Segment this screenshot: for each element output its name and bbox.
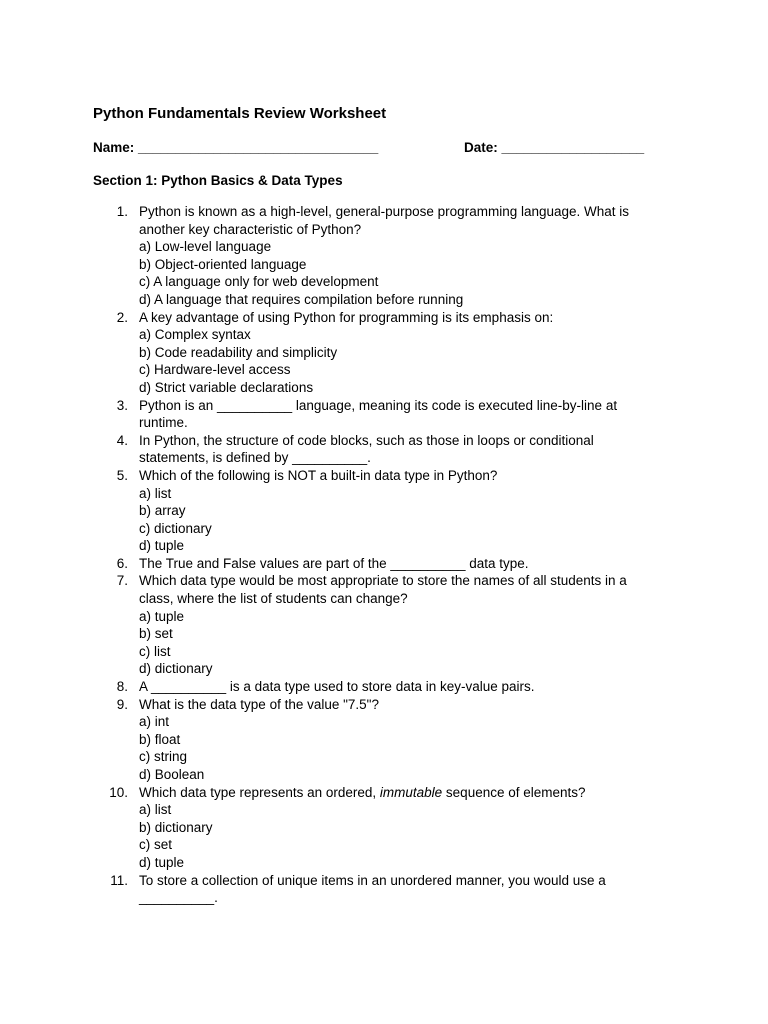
- question-text-part: sequence of elements?: [442, 784, 586, 800]
- question-number: 1.: [116, 204, 128, 219]
- answer-option: d) A language that requires compilation before running: [139, 291, 464, 307]
- section-heading: Section 1: Python Basics & Data Types: [93, 173, 343, 188]
- question-number: 8.: [116, 679, 128, 695]
- question-item: [0, 397, 659, 432]
- question-text: To store a collection of unique items in an unordered manner, you would use a __________.: [139, 872, 606, 906]
- question-text: Which data type would be most appropriate to store the names of all students in a class, where the list of students can change?: [139, 573, 627, 607]
- emphasized-word: immutable: [379, 784, 443, 800]
- question-text: What is the data type of the value "7.5"?: [139, 696, 379, 712]
- answer-option: b) dictionary: [139, 819, 213, 835]
- question-text: In Python, the structure of code blocks, such as those in loops or conditional statements, is defined by __________.: [139, 432, 594, 466]
- question-item: [0, 678, 659, 696]
- answer-option: a) Low-level language: [139, 239, 272, 255]
- question-item: [0, 309, 659, 397]
- answer-option: a) list: [139, 802, 172, 818]
- answer-option: c) Hardware-level access: [139, 362, 291, 378]
- question-item: [0, 555, 659, 573]
- answer-option: a) int: [139, 714, 170, 730]
- question-number: 4.: [116, 432, 128, 448]
- answer-option: b) float: [139, 731, 181, 747]
- question-item: [0, 467, 659, 555]
- question-list: [0, 203, 768, 907]
- answer-option: c) list: [139, 643, 171, 659]
- question-item: [0, 203, 659, 309]
- answer-option: a) list: [139, 485, 172, 501]
- question-text: Python is known as a high-level, general-purpose programming language. What is another key characteristic of Python?: [139, 204, 630, 237]
- question-text: The True and False values are part of the __________ data type.: [139, 555, 529, 571]
- answer-option: d) tuple: [139, 538, 185, 554]
- question-number: 7.: [116, 573, 128, 589]
- question-item: [0, 696, 659, 784]
- answer-option: d) Boolean: [139, 767, 205, 782]
- answer-option: d) tuple: [139, 854, 185, 870]
- question-number: 2.: [116, 309, 128, 325]
- answer-option: d) dictionary: [139, 661, 213, 677]
- question-text-part: Which data type represents an ordered,: [139, 784, 380, 800]
- question-number: 10.: [109, 784, 128, 800]
- question-text: A __________ is a data type used to store data in key-value pairs.: [139, 679, 535, 695]
- name-field: Name: ________________________________: [93, 140, 379, 155]
- answer-option: b) set: [139, 626, 173, 642]
- question-number: 5.: [116, 467, 128, 483]
- answer-option: b) array: [139, 503, 186, 519]
- answer-option: c) A language only for web development: [139, 274, 379, 290]
- answer-option: a) Complex syntax: [139, 327, 251, 343]
- question-text: [139, 785, 586, 800]
- question-number: 9.: [116, 696, 128, 712]
- answer-option: c) set: [139, 837, 173, 853]
- question-number: 3.: [116, 397, 128, 413]
- question-item: [0, 784, 659, 872]
- answer-option: b) Object-oriented language: [139, 256, 307, 272]
- question-text: A key advantage of using Python for programming is its emphasis on:: [139, 309, 554, 325]
- worksheet-title: Python Fundamentals Review Worksheet: [93, 105, 387, 122]
- question-number: 11.: [110, 872, 128, 888]
- question-text: Which of the following is NOT a built-in data type in Python?: [139, 467, 498, 483]
- answer-option: a) tuple: [139, 608, 185, 624]
- question-text: Python is an __________ language, meaning its code is executed line-by-line at runtime.: [139, 397, 618, 431]
- answer-option: c) string: [139, 749, 188, 765]
- question-item: [0, 872, 659, 907]
- answer-option: b) Code readability and simplicity: [139, 344, 338, 360]
- date-field: Date: ___________________: [464, 140, 645, 155]
- question-number: 6.: [116, 555, 128, 571]
- question-item: [0, 432, 659, 467]
- question-item: [0, 572, 659, 678]
- answer-option: c) dictionary: [139, 520, 212, 536]
- answer-option: d) Strict variable declarations: [139, 379, 314, 395]
